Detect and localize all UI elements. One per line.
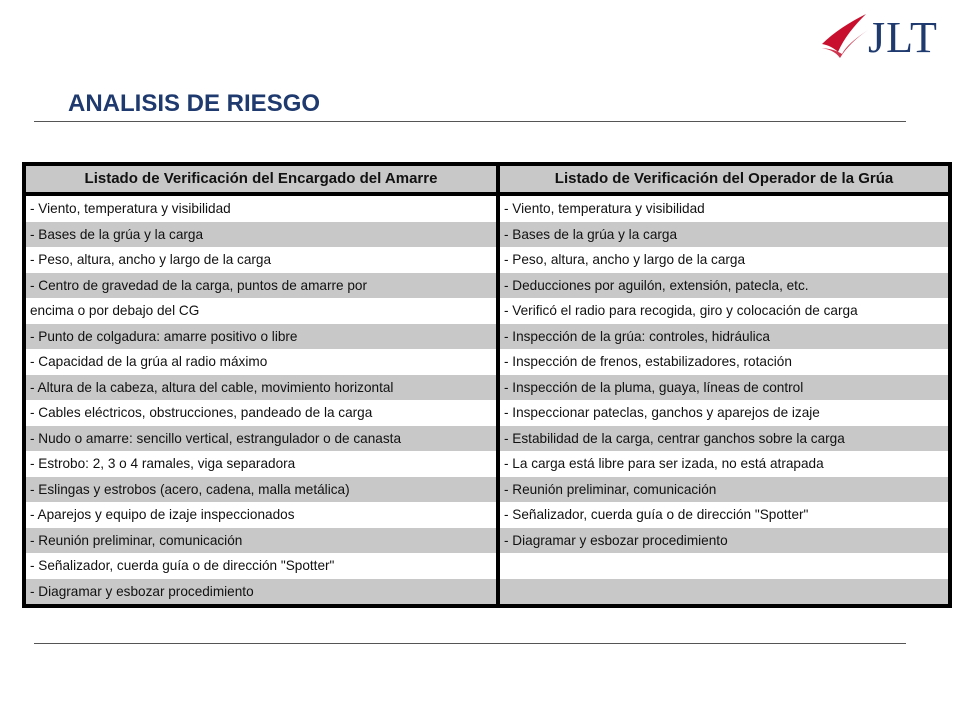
- checklist-row: - Reunión preliminar, comunicación: [500, 477, 948, 503]
- checklist-row: - Punto de colgadura: amarre positivo o libre: [26, 324, 496, 350]
- logo-wordmark: JLT: [868, 13, 938, 62]
- checklist-row: - Viento, temperatura y visibilidad: [30, 201, 231, 216]
- checklist-row: - Eslingas y estrobos (acero, cadena, malla metálica): [26, 477, 496, 503]
- checklist-row: - Peso, altura, ancho y largo de la carga: [504, 252, 746, 267]
- checklist-row: - La carga está libre para ser izada, no está atrapada: [504, 456, 824, 471]
- title-divider: [34, 121, 906, 122]
- checklist-row: [500, 579, 948, 605]
- checklist-row: - Capacidad de la grúa al radio máximo: [30, 354, 268, 369]
- checklist-row: - Inspección de la grúa: controles, hidráulica: [500, 324, 948, 350]
- checklist-row: - Peso, altura, ancho y largo de la carga: [30, 252, 272, 267]
- column-header: Listado de Verificación del Encargado del Amarre: [26, 166, 496, 196]
- checklist-row: - Bases de la grúa y la carga: [500, 222, 948, 248]
- checklist-row: - Nudo o amarre: sencillo vertical, estrangulador o de canasta: [26, 426, 496, 452]
- checklist-row: - Diagramar y esbozar procedimiento: [26, 579, 496, 605]
- checklist-row: - Señalizador, cuerda guía o de dirección "Spotter": [504, 507, 809, 522]
- footer-divider: [34, 643, 906, 644]
- checklist-row: encima o por debajo del CG: [30, 303, 200, 318]
- page-title: ANALISIS DE RIESGO: [68, 90, 321, 117]
- checklist-rows: [500, 196, 948, 604]
- checklist-row: - Estabilidad de la carga, centrar ganchos sobre la carga: [500, 426, 948, 452]
- checklist-row: - Viento, temperatura y visibilidad: [504, 201, 705, 216]
- checklist-row: [500, 553, 948, 579]
- checklist-column-rigger: [26, 166, 496, 604]
- checklist-row: - Inspección de frenos, estabilizadores, rotación: [504, 354, 792, 369]
- checklist-column-crane-operator: [500, 166, 948, 604]
- jlt-logo: [816, 8, 956, 66]
- checklist-row: - Verificó el radio para recogida, giro y colocación de carga: [504, 303, 858, 318]
- checklist-row: - Inspección de la pluma, guaya, líneas de control: [500, 375, 948, 401]
- checklist-row: - Altura de la cabeza, altura del cable, movimiento horizontal: [26, 375, 496, 401]
- checklist-row: - Cables eléctricos, obstrucciones, pandeado de la carga: [30, 405, 373, 420]
- checklist-row: - Estrobo: 2, 3 o 4 ramales, viga separadora: [30, 456, 296, 471]
- checklist-row: - Deducciones por aguilón, extensión, patecla, etc.: [500, 273, 948, 299]
- checklist-row: - Reunión preliminar, comunicación: [26, 528, 496, 554]
- checklist-row: - Diagramar y esbozar procedimiento: [500, 528, 948, 554]
- checklist-rows: [26, 196, 496, 604]
- checklist-row: - Aparejos y equipo de izaje inspeccionados: [30, 507, 295, 522]
- checklist-row: - Inspeccionar pateclas, ganchos y aparejos de izaje: [504, 405, 820, 420]
- checklist-row: - Bases de la grúa y la carga: [26, 222, 496, 248]
- column-header: Listado de Verificación del Operador de la Grúa: [500, 166, 948, 196]
- checklist-row: - Centro de gravedad de la carga, puntos de amarre por: [26, 273, 496, 299]
- jlt-sail-icon: [816, 8, 872, 66]
- checklist-table: [22, 162, 952, 608]
- checklist-row: - Señalizador, cuerda guía o de dirección "Spotter": [30, 558, 335, 573]
